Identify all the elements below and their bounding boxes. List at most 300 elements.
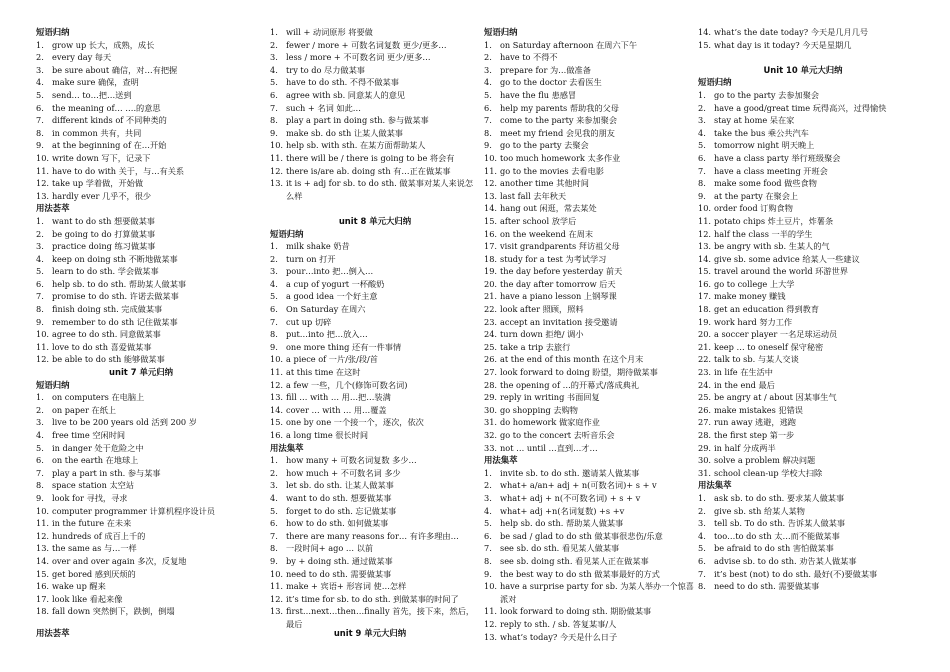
list-item [36, 316, 246, 329]
item-text: another time 其他时间 [500, 178, 589, 189]
item-number: 12. [484, 618, 498, 629]
item-number: 19. [698, 316, 712, 327]
item-text: on computers 在电脑上 [52, 392, 145, 403]
list-item [484, 467, 694, 480]
item-number: 1. [484, 39, 492, 50]
item-text: live to be 200 years old 活到 200 岁 [52, 417, 197, 428]
item-text: a few 一些，几个(修饰可数名词) [286, 379, 408, 390]
item-text: look like 看起来像 [52, 593, 123, 604]
item-number: 2. [270, 39, 278, 50]
item-number: 20. [484, 278, 498, 289]
list-item [36, 76, 246, 89]
item-number: 11. [270, 152, 284, 163]
item-number: 7. [698, 568, 706, 579]
item-number: 6. [36, 278, 44, 289]
item-number: 8. [484, 555, 492, 566]
item-number: 17. [698, 291, 712, 302]
item-number: 3. [484, 64, 492, 75]
item-text: take a trip 去旅行 [500, 341, 571, 352]
item-number: 10. [698, 203, 712, 214]
item-number: 16. [270, 430, 284, 440]
item-text: make money 赚钱 [714, 291, 786, 302]
item-number: 4. [270, 64, 278, 75]
item-text: have a surprise party for sb. 为某人举办一个惊喜派对 [500, 581, 694, 604]
item-text: at this time 在这时 [286, 367, 361, 378]
item-text: a soccer player 一名足球运动员 [714, 329, 838, 340]
section-heading: 短语归纳 [484, 27, 518, 37]
list-item [698, 316, 908, 329]
item-number: 14. [270, 404, 284, 415]
list-item [484, 505, 694, 518]
item-number: 2. [484, 52, 492, 63]
unit-heading: Unit 10 单元大归纳 [763, 64, 843, 75]
list-item [270, 517, 480, 530]
item-text: tomorrow night 明天晚上 [714, 140, 815, 151]
list-item [484, 555, 694, 568]
list-item [698, 202, 908, 215]
item-number: 13. [484, 190, 498, 201]
list-item [484, 165, 694, 178]
list-item [36, 102, 246, 115]
item-number: 12. [36, 530, 50, 541]
list-item [484, 102, 694, 115]
item-text: free time 空闲时间 [52, 430, 126, 440]
list-item [36, 89, 246, 102]
item-number: 11. [484, 606, 498, 617]
item-number: 25. [484, 341, 498, 352]
item-text: have a piano lesson 上钢琴课 [500, 291, 617, 302]
list-item [698, 391, 908, 404]
list-item [36, 39, 246, 52]
item-number: 8. [698, 178, 706, 189]
list-item [36, 580, 246, 593]
list-item [698, 442, 908, 455]
item-number: 9. [484, 568, 492, 579]
item-text: forget to do sth. 忘记做某事 [286, 505, 397, 516]
list-item [270, 479, 480, 492]
item-text: the same as 与…一样 [52, 543, 137, 554]
list-item [270, 555, 480, 568]
list-item [36, 303, 246, 316]
item-text: different kinds of 不同种类的 [52, 115, 167, 126]
column-2 [270, 26, 480, 631]
item-text: a long time 很长时间 [286, 430, 369, 440]
item-number: 9. [36, 316, 44, 327]
list-item [698, 39, 908, 52]
item-text: how to do sth. 如何做某事 [286, 518, 389, 529]
item-text: tell sb. To do sth. 告诉某人做某事 [714, 518, 846, 529]
item-number: 17. [36, 593, 50, 604]
list-item [698, 278, 908, 291]
item-number: 8. [270, 329, 278, 340]
item-text: make sure 确保，查明 [52, 77, 139, 88]
item-number: 1. [698, 89, 706, 100]
item-text: get bored 感到厌烦的 [52, 568, 136, 579]
item-text: need to do sth. 需要做某事 [714, 581, 820, 592]
item-number: 2. [484, 480, 492, 491]
item-text: too much homework 太多作业 [500, 152, 621, 163]
item-number: 21. [698, 341, 712, 352]
list-item [484, 228, 694, 241]
item-number: 7. [36, 115, 44, 126]
item-number: 4. [698, 127, 706, 138]
item-text: what+ adj +n(名词复数) +s +v [500, 505, 625, 516]
list-item [270, 39, 480, 52]
item-text: the meaning of… ….的意思 [52, 102, 161, 113]
list-item [270, 102, 480, 115]
list-item [270, 165, 480, 178]
item-number: 28. [698, 430, 712, 440]
item-text: will + 动词原形 将要做 [286, 27, 373, 37]
item-number: 11. [484, 165, 498, 176]
item-number: 6. [698, 152, 706, 163]
item-number: 28. [484, 379, 498, 390]
item-number: 19. [484, 266, 498, 277]
item-number: 10. [484, 152, 498, 163]
section-heading: 短语归纳 [698, 77, 732, 88]
item-number: 6. [484, 102, 492, 113]
item-number: 3. [698, 115, 706, 126]
item-number: 4. [270, 492, 278, 503]
item-number: 1. [484, 467, 492, 478]
item-text: do homework 做家庭作业 [500, 417, 600, 428]
item-number: 11. [36, 518, 50, 529]
item-text: on paper 在纸上 [52, 404, 117, 415]
item-text: have to do sth. 不得不做某事 [286, 77, 399, 88]
item-text: by + doing sth. 通过做某事 [286, 555, 393, 566]
item-text: run away 逃避，逃跑 [714, 417, 796, 428]
item-text: On Saturday 在周六 [286, 304, 366, 315]
item-number: 11. [36, 341, 50, 352]
item-number: 29. [698, 442, 712, 453]
list-item [484, 442, 694, 455]
item-number: 12. [698, 228, 712, 239]
list-item [698, 341, 908, 354]
item-number: 16. [36, 581, 50, 592]
item-text: the best way to do sth 做某事最好的方式 [500, 568, 660, 579]
item-number: 9. [698, 190, 706, 201]
item-number: 22. [484, 304, 498, 315]
list-item [698, 290, 908, 303]
item-number: 12. [36, 178, 50, 189]
list-item [484, 328, 694, 341]
list-item [698, 429, 908, 442]
list-item [36, 391, 246, 404]
list-item [270, 568, 480, 581]
item-text: a cup of yogurt 一杯酸奶 [286, 278, 385, 289]
item-text: invite sb. to do sth. 邀请某人做某事 [500, 467, 640, 478]
item-text: first…next…then…finally 首先，接下来，然后，最后 [286, 606, 475, 629]
item-number: 1. [270, 455, 278, 466]
item-number: 5. [36, 442, 44, 453]
item-number: 9. [484, 140, 492, 151]
item-number: 12. [484, 178, 498, 189]
list-item [270, 139, 480, 152]
list-item [698, 353, 908, 366]
item-text: in half 分成两半 [714, 442, 776, 453]
list-item [36, 253, 246, 266]
item-number: 13. [270, 178, 284, 189]
list-item [270, 580, 480, 593]
item-text: play a part in doing sth. 参与做某事 [286, 115, 429, 126]
item-number: 6. [698, 555, 706, 566]
item-text: hardly ever 几乎不，很少 [52, 190, 152, 201]
item-text: computer programmer 计算机程序设计员 [52, 505, 215, 516]
list-item [698, 127, 908, 140]
item-text: solve a problem 解决问题 [714, 455, 816, 466]
list-item [36, 593, 246, 606]
list-item [484, 265, 694, 278]
item-number: 3. [36, 64, 44, 75]
item-number: 6. [270, 518, 278, 529]
item-text: ask sb. to do sth. 要求某人做某事 [714, 492, 845, 503]
item-text: the day after tomorrow 后天 [500, 278, 616, 289]
item-text: come to the party 来参加聚会 [500, 115, 618, 126]
item-text: make mistakes 犯错误 [714, 404, 803, 415]
list-item [484, 580, 694, 605]
item-text: help sb. with sth. 在某方面帮助某人 [286, 140, 426, 151]
list-item [36, 429, 246, 442]
item-number: 27. [484, 367, 498, 378]
item-text: agree to do sth. 同意做某事 [52, 329, 161, 340]
item-number: 8. [698, 581, 706, 592]
item-number: 30. [698, 455, 712, 466]
list-item [484, 139, 694, 152]
item-text: 一段时间+ ago … 以前 [286, 543, 374, 554]
item-text: hang out 闲逛，常去某处 [500, 203, 597, 214]
list-item [698, 404, 908, 417]
item-text: it’s best (not) to do sth. 最好(不)要做某事 [714, 568, 878, 579]
item-text: see sb. doing sth. 看见某人正在做某事 [500, 555, 649, 566]
list-item [484, 290, 694, 303]
item-number: 5. [270, 291, 278, 302]
item-text: in the future 在未来 [52, 518, 132, 529]
item-number: 21. [484, 291, 498, 302]
item-text: it is + adj for sb. to do sth. 做某事对某人来说怎么样 [286, 178, 474, 201]
list-item [698, 454, 908, 467]
item-text: stay at home 呆在家 [714, 115, 795, 126]
item-text: there will be / there is going to be 将会有 [286, 152, 455, 163]
list-item [484, 416, 694, 429]
list-item [484, 517, 694, 530]
item-number: 7. [270, 102, 278, 113]
list-item [484, 341, 694, 354]
list-item [698, 568, 908, 581]
list-item [270, 265, 480, 278]
item-number: 9. [270, 341, 278, 352]
item-number: 23. [698, 367, 712, 378]
item-number: 26. [484, 354, 498, 365]
item-number: 23. [484, 316, 498, 327]
list-item [484, 631, 694, 644]
item-number: 17. [484, 241, 498, 252]
item-text: in the end 最后 [714, 379, 775, 390]
item-text: put…into 把…放入… [286, 329, 368, 340]
list-item [698, 114, 908, 127]
item-number: 6. [36, 102, 44, 113]
item-text: go to the doctor 去看医生 [500, 77, 602, 88]
item-number: 25. [698, 392, 712, 403]
list-item [270, 366, 480, 379]
list-item [698, 228, 908, 241]
unit-heading: unit 8 单元大归纳 [338, 215, 412, 226]
list-item [270, 505, 480, 518]
list-item [270, 593, 480, 606]
list-item [36, 64, 246, 77]
item-text: look for 寻找，寻求 [52, 492, 128, 503]
item-number: 7. [270, 316, 278, 327]
section-heading: 用法集萃 [484, 455, 518, 466]
item-number: 27. [698, 417, 712, 428]
list-item [698, 152, 908, 165]
item-number: 9. [270, 555, 278, 566]
item-number: 9. [270, 127, 278, 138]
list-item [484, 391, 694, 404]
item-number: 3. [698, 518, 706, 529]
list-item [484, 114, 694, 127]
item-number: 3. [270, 266, 278, 277]
item-text: accept an invitation 接受邀请 [500, 316, 618, 327]
item-text: have the flu 患感冒 [500, 89, 577, 100]
item-number: 4. [484, 77, 492, 88]
item-number: 1. [270, 241, 278, 252]
item-number: 29. [484, 392, 498, 403]
item-text: make some food 做些食物 [714, 178, 817, 189]
list-item [270, 454, 480, 467]
list-item [484, 429, 694, 442]
item-number: 8. [36, 480, 44, 491]
list-item [270, 353, 480, 366]
list-item [36, 228, 246, 241]
list-item [36, 278, 246, 291]
list-item [36, 568, 246, 581]
item-text: try to do 尽力做某事 [286, 64, 365, 75]
list-item [36, 127, 246, 140]
item-text: need to do sth. 需要做某事 [286, 568, 392, 579]
item-number: 2. [270, 253, 278, 264]
item-text: write down 写下，记录下 [52, 152, 151, 163]
item-number: 7. [484, 115, 492, 126]
item-number: 12. [36, 354, 50, 365]
item-number: 5. [484, 518, 492, 529]
list-item [698, 215, 908, 228]
item-number: 2. [36, 404, 44, 415]
item-number: 14. [36, 555, 50, 566]
item-number: 15. [698, 266, 712, 277]
list-item [36, 479, 246, 492]
item-number: 10. [36, 505, 50, 516]
item-number: 13. [698, 241, 712, 252]
list-item [36, 492, 246, 505]
list-item [484, 190, 694, 203]
item-number: 22. [698, 354, 712, 365]
item-number: 10. [270, 568, 284, 579]
item-text: be able to do sth 能够做某事 [52, 354, 165, 365]
item-text: school clean-up 学校大扫除 [714, 467, 823, 478]
list-item [484, 618, 694, 631]
item-number: 1. [36, 39, 44, 50]
item-text: too…to do sth 太…而不能做某事 [714, 530, 840, 541]
item-number: 4. [36, 77, 44, 88]
item-text: be sure about 确信，对…有把握 [52, 64, 178, 75]
list-item [270, 290, 480, 303]
item-text: give sb. sth 给某人某物 [714, 505, 805, 516]
section-heading: 用法集萃 [698, 480, 732, 491]
item-number: 13. [36, 190, 50, 201]
item-text: what+ adj + n(不可数名词) + s + v [500, 492, 641, 503]
list-item [36, 328, 246, 341]
list-item [270, 152, 480, 165]
list-item [270, 492, 480, 505]
list-item [484, 64, 694, 77]
list-item [698, 366, 908, 379]
list-item [698, 379, 908, 392]
item-number: 8. [36, 304, 44, 315]
list-item [270, 391, 480, 404]
item-number: 12. [270, 165, 284, 176]
list-item [698, 139, 908, 152]
item-text: potato chips 炸土豆片，炸薯条 [714, 215, 834, 226]
item-text: order food 订购食物 [714, 203, 793, 214]
item-number: 2. [698, 102, 706, 113]
item-text: such + 名词 如此… [286, 102, 361, 113]
list-item [484, 303, 694, 316]
list-item [484, 278, 694, 291]
item-text: go to the party 去参加聚会 [714, 89, 820, 100]
item-number: 18. [36, 606, 50, 617]
section-heading: 短语归纳 [36, 379, 70, 390]
item-number: 10. [270, 354, 284, 365]
item-number: 33. [484, 442, 498, 453]
list-item [698, 530, 908, 543]
list-item [698, 555, 908, 568]
item-number: 24. [698, 379, 712, 390]
item-text: have a class meeting 开班会 [714, 165, 828, 176]
item-text: be angry at / about 因某事生气 [714, 392, 837, 403]
item-text: how much + 不可数名词 多少 [286, 467, 401, 478]
list-item [484, 202, 694, 215]
list-item [36, 542, 246, 555]
item-text: one by one 一个接一个，逐次，依次 [286, 417, 424, 428]
item-number: 8. [270, 543, 278, 554]
item-number: 18. [698, 304, 712, 315]
item-text: visit grandparents 拜访祖父母 [500, 241, 620, 252]
item-text: want to do sth 想要做某事 [52, 215, 155, 226]
list-item [36, 190, 246, 203]
list-item [484, 404, 694, 417]
section-heading: 用法荟萃 [36, 628, 70, 638]
list-item [36, 341, 246, 354]
item-number: 15. [698, 39, 712, 50]
item-text: go to the movies 去看电影 [500, 165, 604, 176]
item-text: one more thing 还有一件事情 [286, 341, 402, 352]
item-number: 24. [484, 329, 498, 340]
item-text: in common 共有，共同 [52, 127, 142, 138]
list-item [270, 177, 480, 202]
item-number: 8. [36, 127, 44, 138]
item-number: 4. [270, 278, 278, 289]
item-number: 14. [698, 253, 712, 264]
list-item [484, 605, 694, 618]
list-item [270, 253, 480, 266]
item-text: after school 放学后 [500, 215, 577, 226]
item-text: at the end of this month 在这个月末 [500, 354, 644, 365]
list-item [36, 404, 246, 417]
list-item [270, 278, 480, 291]
item-number: 7. [698, 165, 706, 176]
list-item [270, 316, 480, 329]
item-text: what+ a/an+ adj + n(可数名词)+ s + v [500, 480, 657, 491]
